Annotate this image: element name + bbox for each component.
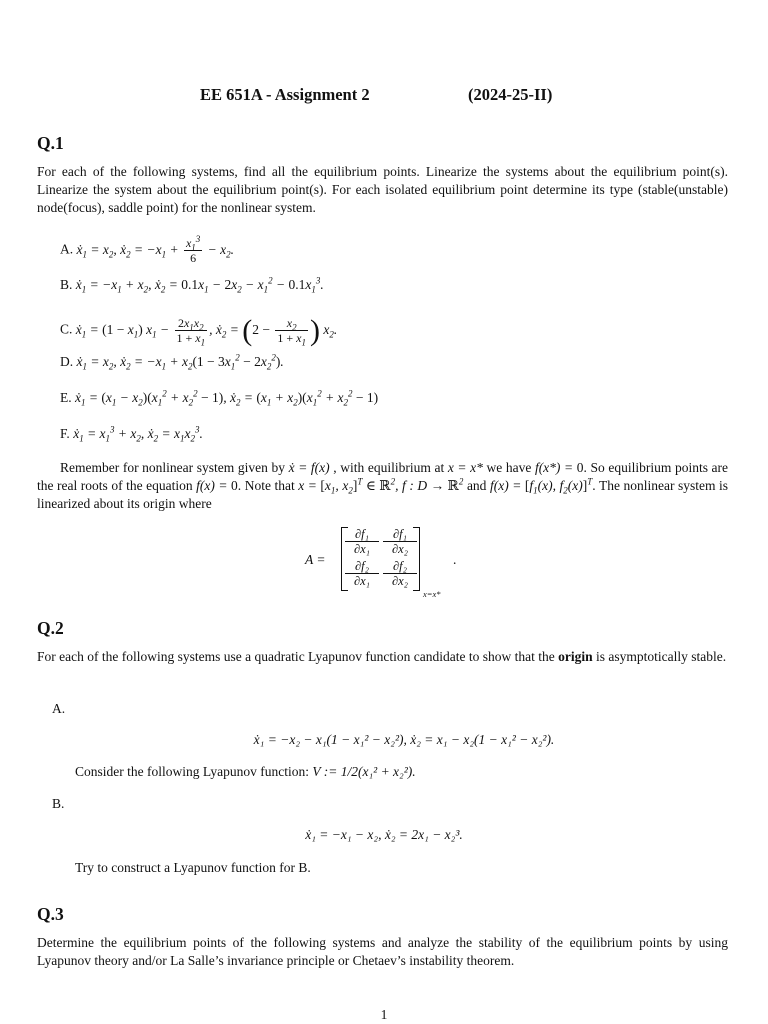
matrix-cell-21: $\frac{\text{∂f₂}}{\text{∂x₁}}$ — [345, 559, 379, 588]
q1-item-b: B. ẋ$_1$ = $-x_1 + x_2$, ẋ$_2$ = $0.1x_1 - 2x_2 - x_1^2 - 0.1x_1^3$. — [60, 275, 324, 295]
q2-intro: For each of the following systems use a quadratic Lyapunov function candidate to show that the origin is asymptotically stable. — [37, 649, 727, 664]
q1-item-f: F. ẋ$_1$ = $x_1^3 + x_2$, ẋ$_2$ = $x_1x_2^3$. — [60, 424, 203, 444]
q1-heading: Q.1 — [37, 133, 64, 153]
q2-part-b-equation: ẋ₁ = −x₁ − x₂, ẋ₂ = 2x₁ − x₂³. — [305, 827, 463, 842]
q1-remember-note: Remember for nonlinear system given by ẋ = f(x) , with equilibrium at x = x* we have f(x*) = 0. So equilibrium points are the real roots of the equation f(x) = 0. Note that $x = [x_1$, $x_2]^T$ ∈ ℝ$^2$, f : D → ℝ$^2$ and $f(x) = [f_1(x)$, $f_2(x)]^T$. The nonlinear system is linearized about its origin where — [37, 460, 729, 511]
matrix-cell-12: $\frac{\text{∂f₁}}{\text{∂x₂}}$ — [383, 527, 417, 556]
page-number: 1 — [380, 1007, 388, 1022]
item-label: D. — [60, 354, 74, 369]
right-bracket — [413, 527, 420, 591]
q2-part-a-equation: ẋ₁ = −x₂ − x₁(1 − x₁² − x₂²), ẋ₂ = x₁ − x₂(1 − x₁² − x₂²). — [253, 732, 555, 747]
q2-part-a-note: Consider the following Lyapunov function: V := 1/2(x₁² + x₂²). — [75, 764, 416, 779]
q3-intro: Determine the equilibrium points of the following systems and analyze the stability of the equilibrium points by using Lyapunov theory and/or La Salle’s invariance principle or Chetaev’s instability theorem. — [37, 935, 728, 968]
item-label: F. — [60, 426, 70, 441]
q1-intro: For each of the following systems, find all the equilibrium points. Linearize the systems about the equilibrium point(s). Linearize the system about the equilibrium point(s). For each isolated equilibrium point determine its type (stable(unstable) node(focus), saddle point) for the nonlinear system. — [37, 164, 728, 215]
q3-heading: Q.3 — [37, 904, 64, 924]
q1-item-a: A. ẋ$_1$ = $x_2$, ẋ$_2$ = $-x_1$ + $\frac{x_1^3}{6}$ − $x_2$. — [60, 234, 235, 265]
q1-item-c: C. ẋ$_1$ = $(1 - x_1)$ $x_1$ − $\frac{2x_1x_2}{1 + x_1}$ , ẋ$_2$ = (2 − $\frac{x_2}{1 + x_1}$ ) $x_2$. — [60, 313, 338, 348]
item-label: C. — [60, 321, 73, 337]
matrix-cell-22: $\frac{\text{∂f₂}}{\text{∂x₂}}$ — [383, 559, 417, 588]
item-label: B. — [60, 277, 73, 292]
q2-part-b-note: Try to construct a Lyapunov function for B. — [75, 860, 311, 875]
origin-emphasis: origin — [558, 649, 593, 664]
q1-item-e: E. ẋ$_1$ = $(x_1 - x_2)(x_1^2 + x_2^2 - 1)$, ẋ$_2$ = $(x_1 + x_2)(x_1^2 + x_2^2 - 1)$ — [60, 388, 379, 408]
jacobian-matrix: A = $\frac{\text{∂f₁}}{\text{∂x₁}}$ $\frac{\text{∂f₁}}{\text{∂x₂}}$ $\frac{\text{∂f₂}}{\text{∂x₁}}$ $\frac{\text{∂f₂}}{\text{∂x₂}}$ x=x* . — [305, 527, 465, 595]
q1-item-d: D. ẋ$_1$ = $x_2$, ẋ$_2$ = $-x_1 + x_2(1 - 3x_1^2 - 2x_2^2)$. — [60, 352, 284, 372]
item-label: A. — [60, 241, 74, 257]
course-title: EE 651A - Assignment 2 — [200, 85, 370, 104]
lyapunov-function: V := 1/2(x₁² + x₂²). — [312, 764, 416, 779]
matrix-cell-11: $\frac{\text{∂f₁}}{\text{∂x₁}}$ — [345, 527, 379, 556]
matrix-lhs: A = — [305, 552, 326, 567]
term-label: (2024-25-II) — [468, 85, 553, 104]
item-label: E. — [60, 390, 72, 405]
q2-part-b-label: B. — [52, 796, 65, 811]
eval-point-label: x=x* — [423, 589, 441, 599]
q2-part-a-label: A. — [52, 701, 66, 716]
q2-heading: Q.2 — [37, 618, 64, 638]
